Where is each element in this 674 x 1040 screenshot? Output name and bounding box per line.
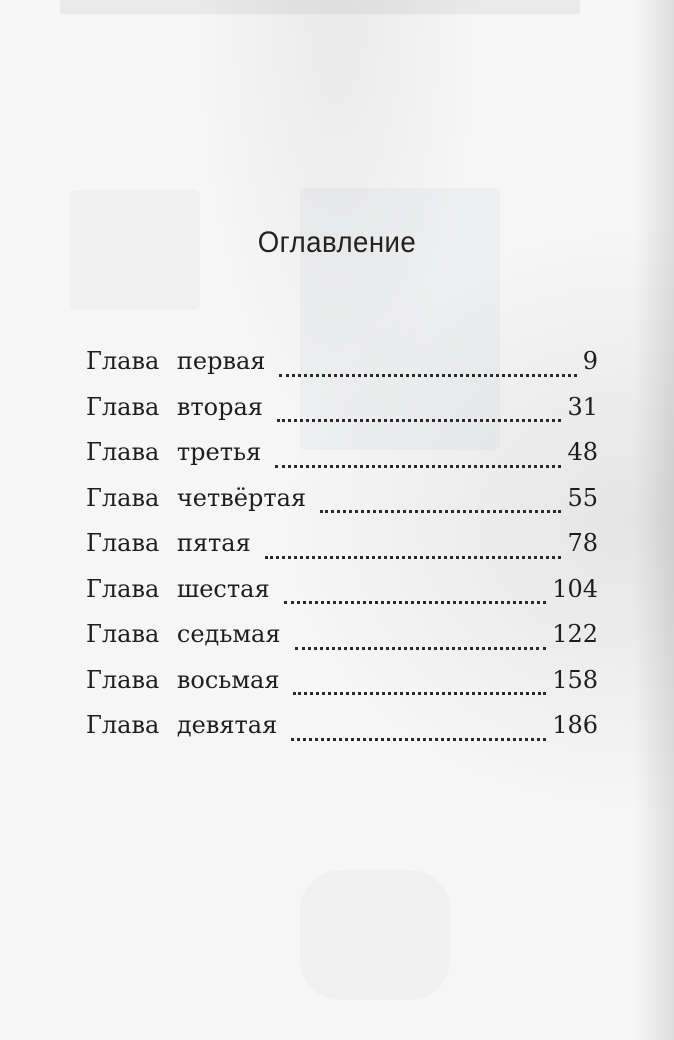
toc-entry-label: Глава четвёртая (86, 483, 307, 512)
toc-entry-page: 31 (567, 392, 598, 421)
toc-entry (86, 574, 598, 620)
toc-entry-label: Глава седьмая (86, 620, 281, 648)
toc-entry-page: 122 (552, 620, 598, 648)
toc-leader-dots (275, 463, 561, 468)
toc-leader-dots (291, 736, 546, 741)
toc-entry-page: 158 (552, 665, 598, 694)
toc-entry-page: 104 (552, 574, 598, 603)
toc-entry (86, 483, 598, 529)
toc-entry-label: Глава пятая (86, 529, 251, 557)
bleed-through-heading (60, 0, 580, 14)
toc-entry (86, 710, 598, 756)
toc-entry (86, 346, 598, 392)
toc-entry-page: 9 (582, 347, 598, 375)
toc-entry-label: Глава первая (86, 347, 266, 375)
toc-entry-label: Глава третья (86, 438, 262, 466)
toc-entry-label: Глава восьмая (86, 665, 280, 694)
page-edge-shadow (634, 0, 674, 1040)
toc-entry-label: Глава шестая (86, 574, 270, 603)
table-of-contents (86, 346, 598, 756)
toc-leader-dots (284, 599, 547, 604)
page-title: Оглавление (257, 226, 417, 259)
bleed-through-illustration (300, 870, 450, 1000)
toc-leader-dots (320, 508, 561, 513)
toc-entry-page: 48 (567, 438, 598, 466)
toc-leader-dots (293, 690, 546, 695)
toc-leader-dots (277, 417, 562, 422)
toc-entry (86, 619, 598, 665)
toc-entry-page: 78 (567, 529, 598, 557)
toc-entry-label: Глава вторая (86, 392, 263, 421)
toc-entry-page: 186 (552, 711, 598, 739)
toc-leader-dots (265, 554, 562, 559)
toc-entry (86, 665, 598, 711)
toc-leader-dots (295, 645, 547, 650)
toc-entry (86, 528, 598, 574)
toc-leader-dots (279, 372, 576, 377)
toc-entry-page: 55 (567, 483, 598, 512)
toc-entry-label: Глава девятая (86, 711, 278, 739)
toc-entry (86, 392, 598, 438)
toc-entry (86, 437, 598, 483)
